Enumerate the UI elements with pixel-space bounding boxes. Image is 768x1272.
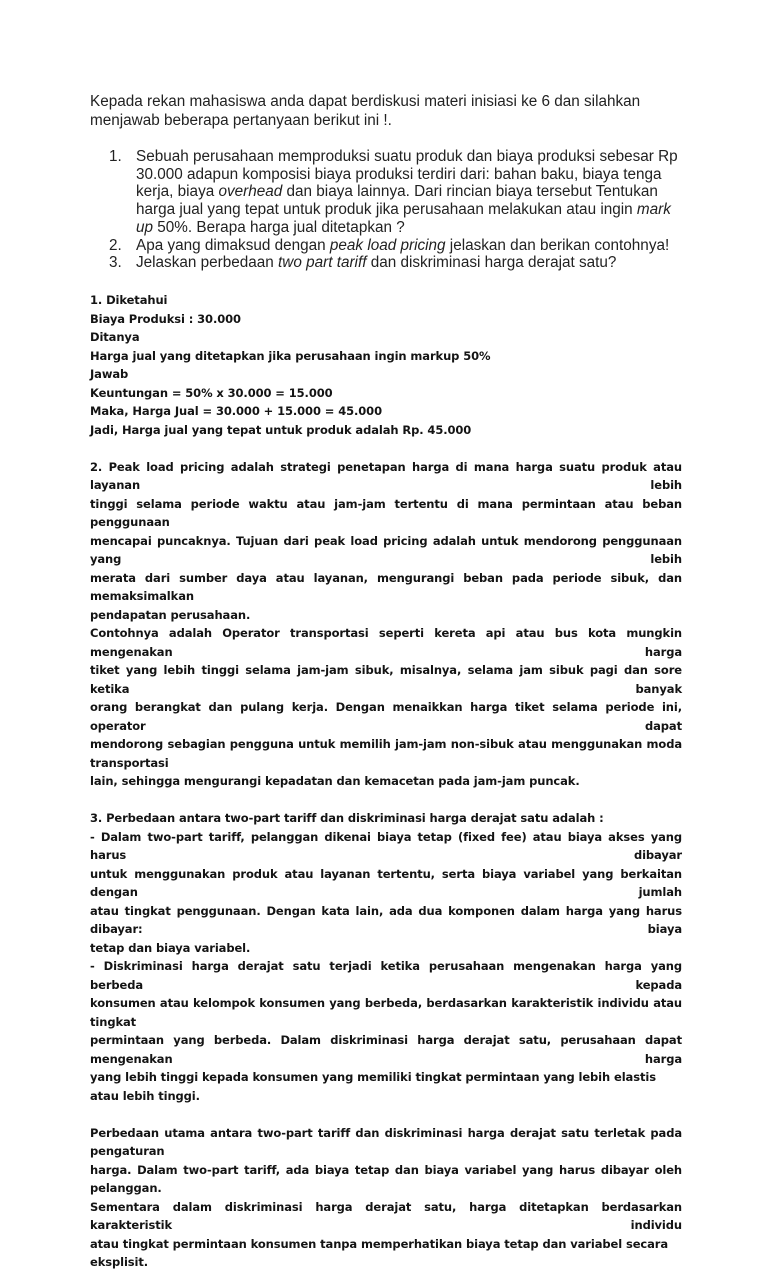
intro-line: Kepada rekan mahasiswa anda dapat berdiskusi materi inisiasi ke 6 dan silahkan (90, 93, 641, 110)
answer-line: atau tingkat penggunaan. Dengan kata lain, ada dua komponen dalam harga yang harus dibayar: biaya (90, 903, 682, 936)
answer-line: pendapatan perusahaan. (90, 607, 251, 622)
answer-line: Perbedaan utama antara two-part tariff dan diskriminasi harga derajat satu terletak pada pengaturan (90, 1125, 682, 1158)
answer-line: 2. Peak load pricing adalah strategi penetapan harga di mana harga suatu produk atau layanan lebih (90, 459, 682, 492)
answer-line: Jawab (90, 367, 129, 381)
question-text: 50%. Berapa harga jual ditetapkan ? (153, 218, 405, 236)
answer-line: Biaya Produksi : 30.000 (90, 311, 241, 326)
paragraph-spacer (90, 1105, 682, 1124)
answer-line: konsumen atau kelompok konsumen yang berbeda, berdasarkan karakteristik individu atau tingkat (90, 996, 682, 1029)
answer-line: 1. Diketahui (90, 293, 168, 307)
question-text-line (136, 201, 699, 219)
answer-line: orang berangkat dan pulang kerja. Dengan menaikkan harga tiket selama periode ini, operator dapat (90, 700, 682, 733)
question-text: Jelaskan perbedaan (136, 254, 279, 272)
question-number: 1. (109, 148, 122, 165)
question-list (109, 148, 699, 272)
question-text: harga jual yang tepat untuk produk jika perusahaan melakukan atau ingin (136, 201, 637, 219)
answer-3 (90, 809, 682, 1105)
question-2 (109, 237, 699, 255)
answer-line: tiket yang lebih tinggi selama jam-jam sibuk, misalnya, selama jam sibuk pagi dan sore ketika banyak (90, 663, 682, 696)
answers-section (90, 291, 682, 1272)
intro-paragraph (90, 93, 690, 130)
answer-line: yang lebih tinggi kepada konsumen yang memiliki tingkat permintaan yang lebih elastis atau lebih tinggi. (90, 1070, 656, 1103)
answer-line: permintaan yang berbeda. Dalam diskriminasi harga derajat satu, perusahaan dapat mengenakan harga (90, 1033, 682, 1066)
paragraph-spacer (90, 791, 682, 810)
question-text: dan diskriminasi harga derajat satu? (366, 254, 617, 272)
question-text-line: Sebuah perusahaan memproduksi suatu produk dan biaya produksi sebesar Rp (136, 148, 678, 165)
answer-line: - Diskriminasi harga derajat satu terjadi ketika perusahaan mengenakan harga yang berbeda kepada (90, 959, 682, 992)
question-term-italic: overhead (218, 183, 283, 201)
question-text: jelaskan dan berikan contohnya! (445, 236, 670, 254)
question-term-italic: up (136, 218, 154, 236)
question-term-italic: peak load pricing (329, 236, 446, 254)
answer-line: mendorong sebagian pengguna untuk memilih jam-jam non-sibuk atau menggunakan moda transportasi (90, 737, 682, 770)
intro-line: menjawab beberapa pertanyaan berikut ini !. (90, 111, 392, 129)
answer-line: mencapai puncaknya. Tujuan dari peak load pricing adalah untuk mendorong penggunaan yang lebih (90, 533, 682, 566)
answer-line: harga. Dalam two-part tariff, ada biaya tetap dan biaya variabel yang harus dibayar oleh pelanggan. (90, 1162, 682, 1195)
answer-line: Jadi, Harga jual yang tepat untuk produk adalah Rp. 45.000 (90, 422, 472, 437)
answer-line: Ditanya (90, 330, 140, 344)
question-number: 3. (109, 254, 122, 272)
question-term-italic: mark (636, 201, 671, 219)
answer-line: Harga jual yang ditetapkan jika perusahaan ingin markup 50% (90, 348, 491, 363)
answer-line: lain, sehingga mengurangi kepadatan dan kemacetan pada jam-jam puncak. (90, 774, 580, 788)
question-text: dan biaya lainnya. Dari rincian biaya tersebut Tentukan (282, 183, 658, 201)
answer-line: atau tingkat permintaan konsumen tanpa memperhatikan biaya tetap dan variabel secara eksplisit. (90, 1236, 668, 1269)
question-text: Apa yang dimaksud dengan (136, 236, 330, 254)
paragraph-spacer (90, 439, 682, 458)
answer-line: tinggi selama periode waktu atau jam-jam tertentu di mana permintaan atau beban penggunaan (90, 496, 682, 529)
answer-1 (90, 291, 682, 439)
question-text-line (136, 219, 699, 237)
question-text-line (136, 183, 699, 201)
answer-3-summary (90, 1124, 682, 1272)
question-1 (109, 148, 699, 237)
question-number: 2. (109, 236, 122, 254)
answer-line: untuk menggunakan produk atau layanan tertentu, serta biaya variabel yang berkaitan dengan jumlah (90, 866, 682, 899)
answer-2 (90, 458, 682, 791)
question-term-italic: two part tariff (278, 254, 367, 272)
answer-line: merata dari sumber daya atau layanan, mengurangi beban pada periode sibuk, dan memaksimalkan (90, 570, 682, 603)
question-text: kerja, biaya (136, 183, 219, 201)
question-text-line: 30.000 adapun komposisi biaya produksi terdiri dari: bahan baku, biaya tenga (136, 165, 662, 183)
answer-line: - Dalam two-part tariff, pelanggan dikenai biaya tetap (fixed fee) atau biaya akses yang harus dibayar (90, 829, 682, 862)
answer-line: tetap dan biaya variabel. (90, 940, 251, 955)
question-3 (109, 254, 699, 272)
answer-line: Sementara dalam diskriminasi harga derajat satu, harga ditetapkan berdasarkan karakteristik individu (90, 1199, 682, 1232)
answer-line: Maka, Harga Jual = 30.000 + 15.000 = 45.000 (90, 404, 382, 418)
answer-line: Keuntungan = 50% x 30.000 = 15.000 (90, 385, 333, 400)
answer-line: Contohnya adalah Operator transportasi seperti kereta api atau bus kota mungkin mengenakan harga (90, 626, 682, 659)
answer-line: 3. Perbedaan antara two-part tariff dan diskriminasi harga derajat satu adalah : (90, 811, 604, 825)
